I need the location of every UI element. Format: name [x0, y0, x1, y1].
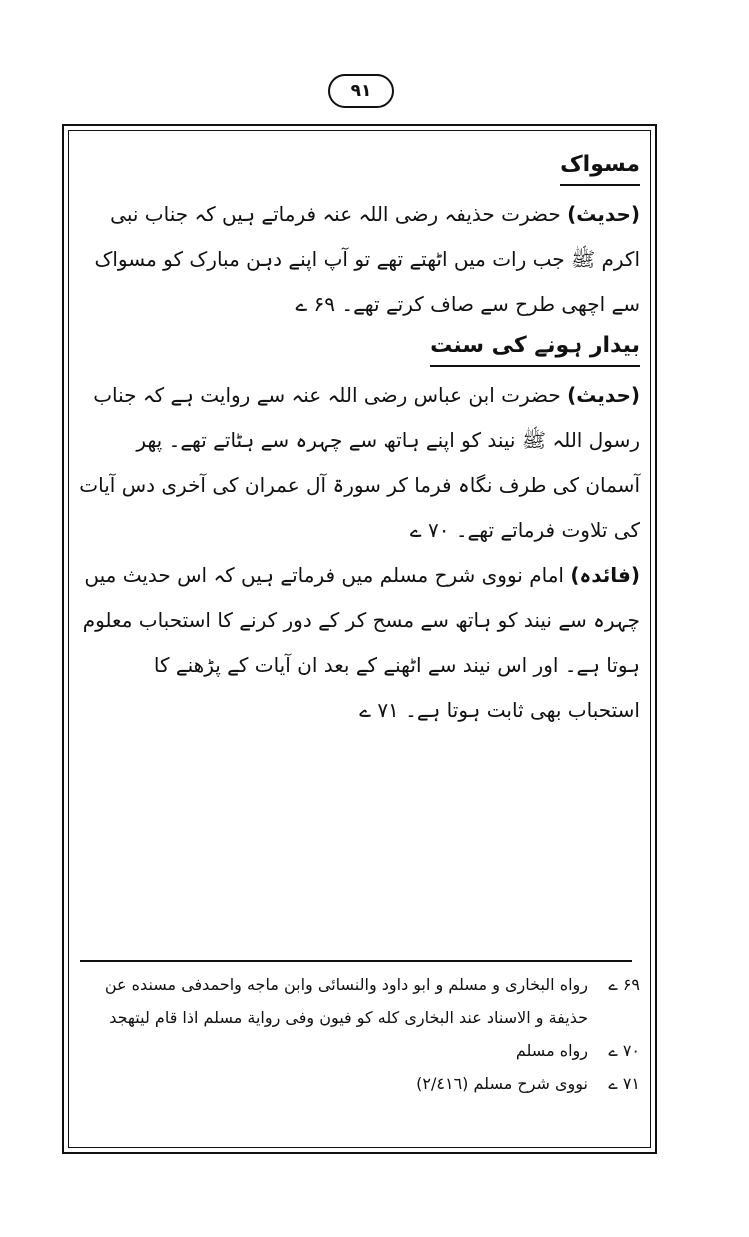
footnote-text: رواه مسلم [515, 1041, 588, 1060]
footnotes [78, 968, 640, 1100]
heading-miswak: مسواک [560, 148, 640, 186]
page-number: ۹۱ [350, 81, 372, 101]
paragraph-label: (فائدہ) [570, 563, 640, 587]
heading-waking-sunnah: بیدار ہونے کی سنت [430, 329, 640, 367]
page-number-badge [328, 74, 394, 108]
footnote-number: ۷۰ ے [608, 1041, 640, 1060]
footnote-item [78, 968, 640, 1034]
benefit-paragraph [78, 553, 640, 733]
footnote-text: رواه البخاری و مسلم و ابو داود والنسائی وابن ماجه واحمدفی مسنده عن حذيفة و الاسناد عند البخاری كله كو فيون وفی رواية مسلم اذا قام ليتهجد [104, 975, 588, 1027]
main-text [78, 140, 640, 733]
footnote-item [78, 1067, 640, 1100]
footnote-divider [80, 960, 632, 962]
paragraph-text: حضرت ابن عباس رضی اللہ عنہ سے روایت ہے کہ جناب رسول اللہ ﷺ نیند کو اپنے ہاتھ سے چہرہ سے ہٹاتے تھے۔ پھر آسمان کی طرف نگاہ فرما کر سورۃ آل عمران کی آخری دس آیات کی تلاوت فرماتے تھے۔ ۷۰ ے [79, 383, 640, 542]
paragraph-label: (حدیث) [567, 383, 640, 407]
footnote-item [78, 1034, 640, 1067]
footnote-text: نووی شرح مسلم (٢/٤١٦) [416, 1074, 588, 1093]
paragraph-text: حضرت حذیفہ رضی اللہ عنہ فرماتے ہیں کہ جناب نبی اکرم ﷺ جب رات میں اٹھتے تھے تو آپ اپنے دہن مبارک کو مسواک سے اچھی طرح سے صاف کرتے تھے۔ ۶۹ ے [94, 202, 640, 316]
hadith-paragraph-1 [78, 192, 640, 327]
footnote-number: ۶۹ ے [608, 975, 640, 994]
paragraph-label: (حدیث) [567, 202, 640, 226]
paragraph-text: امام نووی شرح مسلم میں فرماتے ہیں کہ اس حدیث میں چہرہ سے نیند کو ہاتھ سے مسح کر کے دور کرنے کا استحباب معلوم ہوتا ہے۔ اور اس نیند سے اٹھنے کے بعد ان آیات کے پڑھنے کا استحباب بھی ثابت ہوتا ہے۔ ۷۱ ے [82, 563, 640, 722]
hadith-paragraph-2 [78, 373, 640, 553]
footnote-number: ۷۱ ے [608, 1074, 640, 1093]
